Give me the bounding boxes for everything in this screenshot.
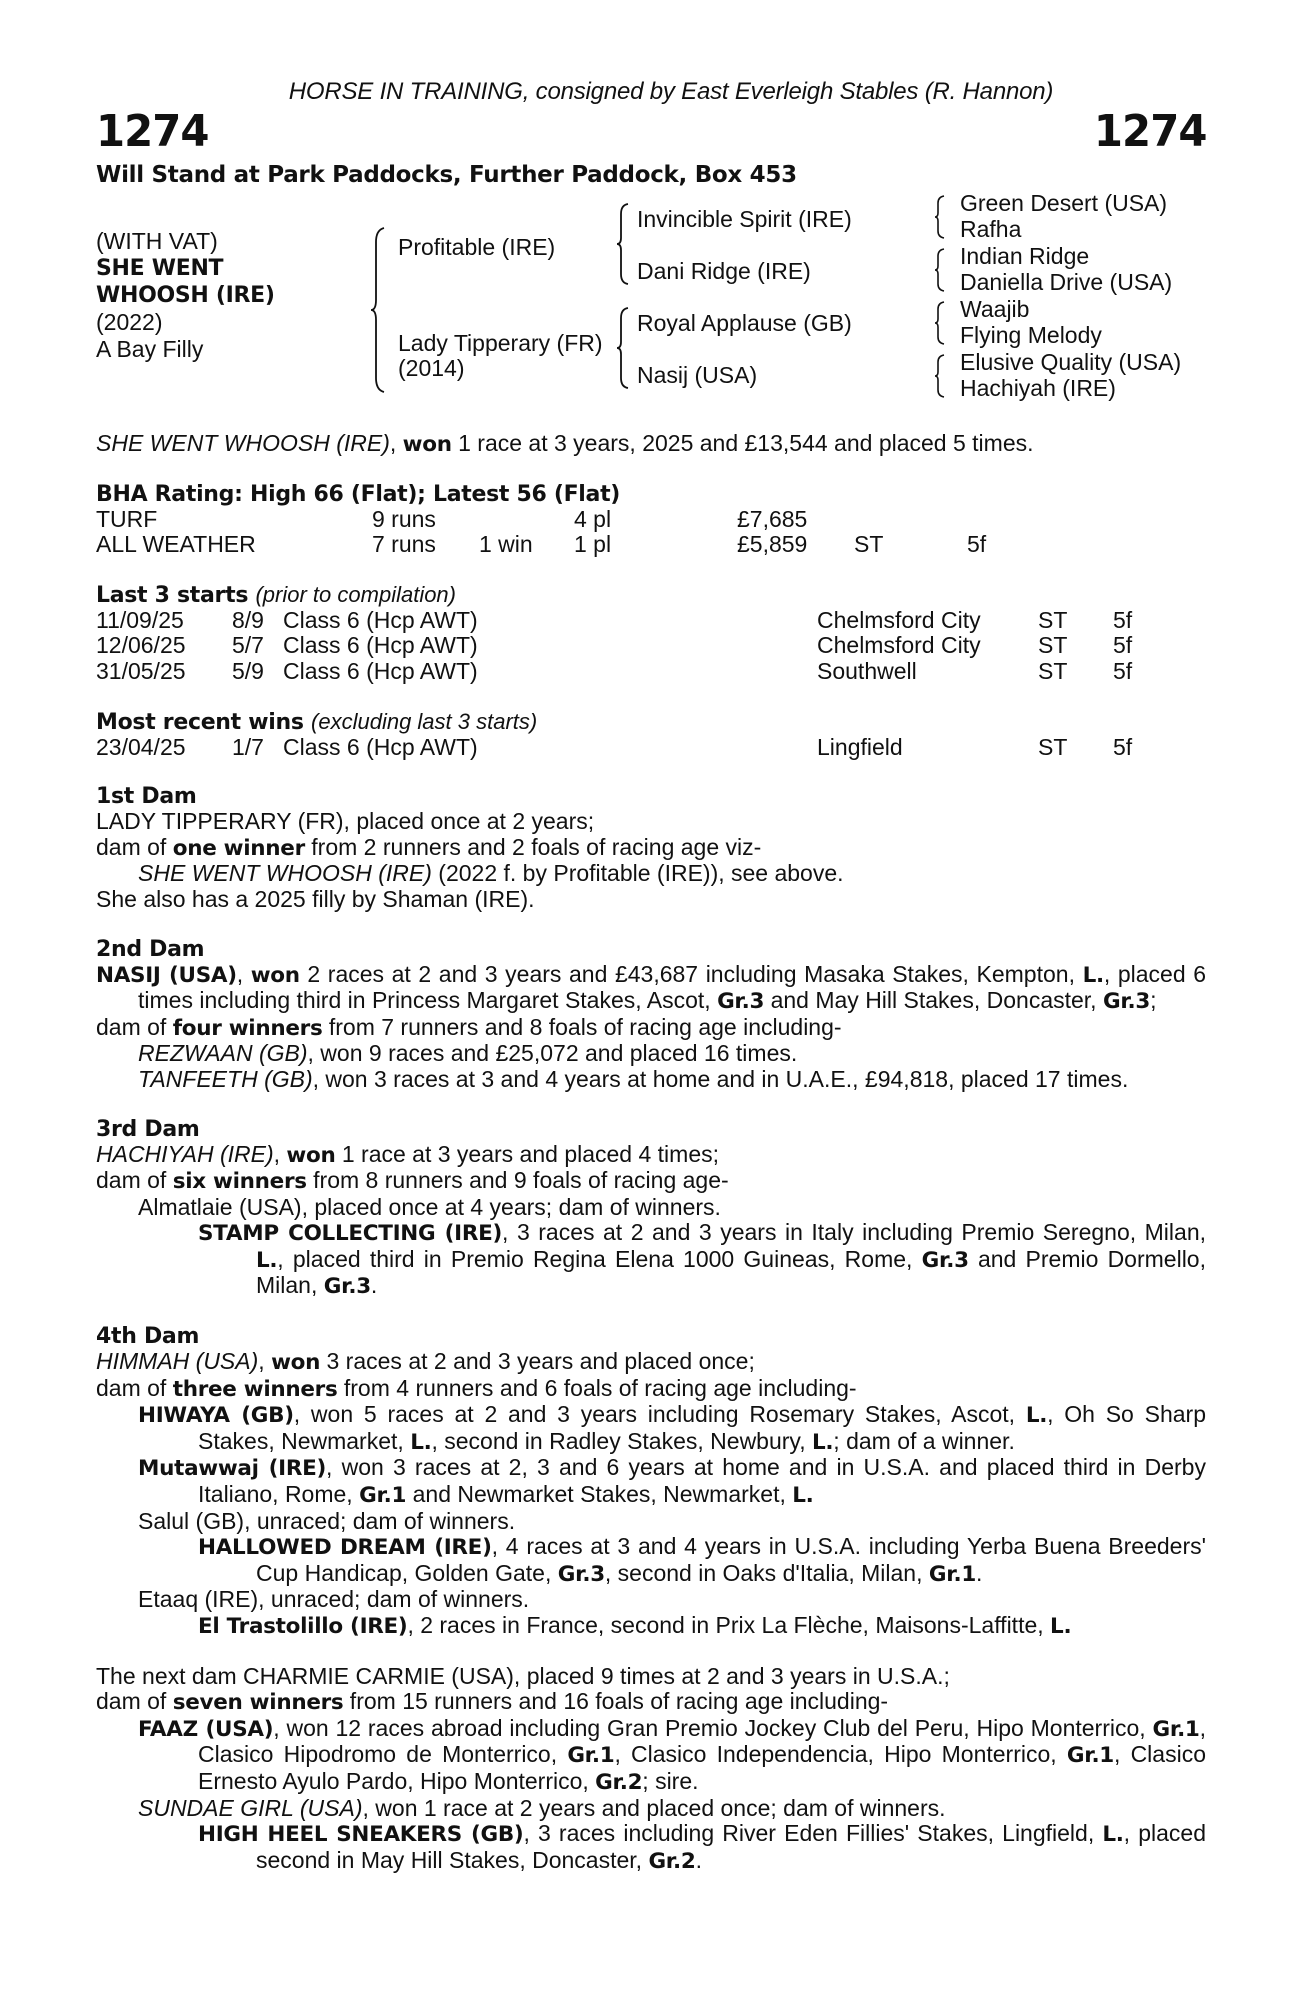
text: , placed third in Premio Regina Elena 1000 Guineas, Rome,: [277, 1245, 922, 1272]
third-dam-heading: 3rd Dam: [96, 1116, 200, 1142]
ss-sire-name: Green Desert (USA): [960, 190, 1168, 216]
produce-name: Mutawwaj (IRE): [138, 1456, 327, 1482]
winners-count: seven winners: [172, 1690, 344, 1716]
race: Class 6 (Hcp AWT): [283, 733, 478, 760]
recent-wins-heading: [96, 709, 1206, 735]
produce-name: HALLOWED DREAM (IRE): [198, 1535, 492, 1561]
produce-entry: [96, 1716, 1206, 1796]
produce-entry: [96, 1220, 1206, 1300]
horse-info: [96, 228, 275, 363]
produce-name: SUNDAE GIRL (USA): [138, 1794, 363, 1821]
sire-dam-name: Dani Ridge (IRE): [637, 258, 811, 284]
placed: 4 pl: [574, 505, 612, 532]
produce-entry: Etaaq (IRE), unraced; dam of winners.: [138, 1586, 530, 1613]
produce-entry: [96, 1613, 1206, 1640]
last-starts-section: [96, 582, 1206, 685]
group-label: Gr.1: [359, 1483, 407, 1509]
sd-sire-name: Indian Ridge: [960, 243, 1090, 269]
group-label: Gr.3: [557, 1561, 605, 1587]
group-label: Gr.2: [648, 1848, 696, 1874]
second-dam-section: [96, 937, 1206, 1093]
produce-name: HIWAYA (GB): [138, 1403, 294, 1429]
produce-name: REZWAAN (GB): [138, 1040, 308, 1067]
surface: TURF: [96, 505, 158, 532]
group-label: Gr.3: [717, 989, 765, 1015]
position: 5/9: [232, 657, 264, 684]
text: , 3 races at 2 and 3 years in Italy including Premio Seregno, Milan,: [502, 1219, 1206, 1246]
listed-label: L.: [792, 1483, 814, 1509]
vat-label: (WITH VAT): [96, 228, 218, 254]
text: , won 1 race at 2 years and placed once; dam of winners.: [362, 1794, 946, 1821]
text: dam of: [96, 1167, 173, 1194]
text: 3 races at 2 and 3 years and placed once;: [320, 1348, 755, 1375]
won-label: won: [271, 1350, 321, 1376]
produce-entry: [96, 1796, 1206, 1822]
rating-heading: BHA Rating: High 66 (Flat); Latest 56 (Flat): [96, 481, 621, 507]
group-label: Gr.1: [1152, 1716, 1200, 1742]
produce-name: El Trastolillo (IRE): [198, 1614, 408, 1639]
produce-name: TANFEETH (GB): [138, 1065, 313, 1092]
produce-entry: [96, 1067, 1206, 1093]
text: ,: [273, 1140, 287, 1167]
going: ST: [1038, 657, 1068, 684]
text: 1 race at 3 years and placed 4 times;: [335, 1140, 720, 1167]
brace-icon: [934, 194, 946, 240]
text: ;: [1150, 987, 1157, 1014]
date: 12/06/25: [96, 632, 186, 659]
text: ,: [236, 960, 251, 987]
group-label: Gr.1: [1066, 1743, 1114, 1769]
produce-entry: [96, 1821, 1206, 1874]
sd-dam-name: Daniella Drive (USA): [960, 269, 1173, 295]
summary-horse-name: SHE WENT WHOOSH (IRE): [96, 430, 390, 456]
won-label: won: [250, 962, 300, 988]
sire-sire-name: Invincible Spirit (IRE): [637, 206, 852, 232]
winners-count: four winners: [172, 1015, 323, 1041]
text: .: [976, 1559, 983, 1586]
next-dam-section: [96, 1664, 1206, 1875]
race-summary: [96, 431, 1206, 458]
dam-name: HACHIYAH (IRE): [96, 1140, 274, 1167]
text: and Newmarket Stakes, Newmarket,: [406, 1481, 793, 1508]
course: Chelmsford City: [817, 606, 981, 633]
position: 1/7: [232, 733, 264, 760]
race: Class 6 (Hcp AWT): [283, 606, 478, 633]
text: , second in Radley Stakes, Newbury,: [431, 1427, 813, 1454]
horse-name-line2: WHOOSH (IRE): [96, 283, 275, 308]
dam-year: (2014): [398, 355, 465, 381]
winners-count: six winners: [172, 1169, 307, 1195]
ds-sire-name: Waajib: [960, 296, 1030, 322]
pedigree-chart: [96, 190, 1206, 420]
sire-name: Profitable (IRE): [398, 234, 556, 260]
rating-row: [96, 532, 1206, 558]
dam-record: [96, 1349, 1206, 1376]
dam-name: NASIJ (USA): [96, 962, 237, 988]
dam-record: The next dam CHARMIE CARMIE (USA), placed 9 times at 2 and 3 years in U.S.A.;: [96, 1662, 950, 1689]
brace-icon: [616, 202, 630, 286]
subheading-text: (prior to compilation): [255, 581, 456, 607]
text: dam of: [96, 833, 173, 860]
prize: £5,859: [737, 531, 808, 558]
winners-count: three winners: [172, 1376, 338, 1402]
distance: 5f: [1113, 733, 1133, 760]
distance: 5f: [967, 531, 987, 558]
last-starts-heading: [96, 582, 1206, 608]
win-row: [96, 735, 1206, 761]
race: Class 6 (Hcp AWT): [283, 632, 478, 659]
dam-line: LADY TIPPERARY (FR), placed once at 2 years;: [96, 808, 595, 835]
dd-sire-name: Elusive Quality (USA): [960, 349, 1182, 375]
course: Lingfield: [817, 733, 903, 760]
brace-icon: [934, 247, 946, 293]
start-row: [96, 608, 1206, 634]
going: ST: [854, 531, 884, 558]
text: from 2 runners and 2 foals of racing age viz-: [304, 833, 762, 860]
text: ,: [389, 430, 403, 456]
winners-count: one winner: [172, 835, 305, 861]
runs: 7 runs: [372, 531, 436, 558]
fourth-dam-heading: 4th Dam: [96, 1324, 200, 1350]
dam-sire-name: Royal Applause (GB): [637, 310, 852, 336]
text: , second in Oaks d'Italia, Milan,: [604, 1559, 929, 1586]
course: Chelmsford City: [817, 632, 981, 659]
won-label: won: [286, 1142, 336, 1168]
wins: 1 win: [479, 531, 533, 558]
horse-year: (2022): [96, 309, 163, 335]
stand-location: Will Stand at Park Paddocks, Further Paddock, Box 453: [96, 162, 797, 188]
prize: £7,685: [737, 505, 808, 532]
recent-wins-section: [96, 709, 1206, 761]
produce-name: HIGH HEEL SNEAKERS (GB): [198, 1822, 524, 1848]
listed-label: L.: [812, 1429, 834, 1455]
text: , Clasico Hipodromo de Monterrico,: [198, 1714, 1206, 1768]
date: 23/04/25: [96, 733, 186, 760]
position: 5/7: [232, 632, 264, 659]
text: , 3 races including River Eden Fillies' Stakes, Lingfield,: [523, 1820, 1103, 1847]
course: Southwell: [817, 657, 917, 684]
group-label: Gr.1: [567, 1743, 615, 1769]
brace-icon: [934, 300, 946, 346]
text: ,: [258, 1348, 272, 1375]
rating-row: [96, 507, 1206, 533]
brace-icon: [616, 306, 630, 390]
text: , won 12 races abroad including Gran Premio Jockey Club del Peru, Hipo Monterrico,: [273, 1714, 1153, 1741]
text: , placed 6 times including third in Princess Margaret Stakes, Ascot,: [138, 960, 1206, 1014]
text: .: [695, 1846, 702, 1873]
date: 11/09/25: [96, 606, 184, 633]
dam-produce-line: [96, 1689, 1206, 1716]
listed-label: L.: [410, 1429, 432, 1455]
going: ST: [1038, 606, 1068, 633]
produce-entry: [96, 1534, 1206, 1587]
text: , 4 races at 3 and 4 years in U.S.A. including Yerba Buena Breeders' Cup Handicap, Golden Gate,: [256, 1533, 1207, 1586]
horse-name-line1: SHE WENT: [96, 256, 224, 281]
text: .: [370, 1272, 378, 1299]
listed-label: L.: [1102, 1822, 1124, 1848]
lot-number-left: 1274: [96, 106, 209, 157]
second-dam-heading: 2nd Dam: [96, 936, 205, 962]
placed: 1 pl: [574, 531, 612, 558]
text: from 15 runners and 16 foals of racing age including-: [343, 1688, 889, 1715]
dam-produce-line: [96, 1376, 1206, 1403]
text: , Clasico Independencia, Hipo Monterrico,: [614, 1741, 1067, 1768]
listed-label: L.: [1050, 1614, 1072, 1639]
start-row: [96, 659, 1206, 685]
heading-text: Most recent wins: [96, 709, 304, 735]
listed-label: L.: [1082, 962, 1104, 988]
distance: 5f: [1113, 657, 1133, 684]
text: , won 5 races at 2 and 3 years including Rosemary Stakes, Ascot,: [293, 1401, 1026, 1428]
text: from 4 runners and 6 foals of racing age including-: [337, 1374, 857, 1401]
brace-icon: [370, 226, 386, 394]
distance: 5f: [1113, 632, 1133, 659]
lot-number-row: [96, 108, 1206, 156]
ds-dam-name: Flying Melody: [960, 322, 1102, 348]
produce-name: STAMP COLLECTING (IRE): [198, 1221, 503, 1247]
produce-entry: [96, 861, 1206, 887]
third-dam-section: [96, 1117, 1206, 1301]
text: from 8 runners and 9 foals of racing age-: [306, 1167, 729, 1194]
horse-description: A Bay Filly: [96, 336, 204, 362]
date: 31/05/25: [96, 657, 186, 684]
group-label: Gr.2: [595, 1769, 643, 1795]
position: 8/9: [232, 606, 264, 633]
text: 2 races at 2 and 3 years and £43,687 including Masaka Stakes, Kempton,: [299, 960, 1083, 987]
dam-record: [96, 962, 1206, 1015]
produce-entry: [96, 1041, 1206, 1067]
going: ST: [1038, 632, 1068, 659]
lot-number-right: 1274: [1093, 106, 1206, 157]
produce-entry: [96, 1455, 1206, 1508]
surface: ALL WEATHER: [96, 531, 256, 558]
text: dam of: [96, 1374, 173, 1401]
dam-produce-line: [96, 1015, 1206, 1042]
start-row: [96, 633, 1206, 659]
text: , Oh So Sharp Stakes, Newmarket,: [198, 1401, 1207, 1454]
distance: 5f: [1113, 606, 1133, 633]
dam-dam-name: Nasij (USA): [637, 362, 758, 388]
listed-label: L.: [1025, 1403, 1048, 1429]
text: dam of: [96, 1688, 173, 1715]
first-dam-section: [96, 784, 1206, 912]
dam-name: HIMMAH (USA): [96, 1348, 259, 1375]
text: dam of: [96, 1013, 173, 1040]
dam-name: Lady Tipperary (FR): [398, 330, 603, 356]
summary-text: 1 race at 3 years, 2025 and £13,544 and placed 5 times.: [451, 430, 1034, 456]
race: Class 6 (Hcp AWT): [283, 657, 478, 684]
text: from 7 runners and 8 foals of racing age including-: [322, 1013, 842, 1040]
brace-icon: [934, 353, 946, 399]
group-label: Gr.3: [1102, 989, 1151, 1015]
dam-produce-line: [96, 1168, 1206, 1195]
produce-name: FAAZ (USA): [138, 1716, 274, 1742]
text: ; sire.: [642, 1767, 699, 1794]
dd-dam-name: Hachiyah (IRE): [960, 375, 1116, 401]
rating-section: [96, 482, 1206, 558]
text: , won 3 races at 2, 3 and 6 years at home and in U.S.A. and placed third in Derby Italiano, Rome,: [198, 1454, 1206, 1508]
text: (2022 f. by Profitable (IRE)), see above.: [431, 860, 844, 887]
text: , placed second in May Hill Stakes, Doncaster,: [256, 1820, 1206, 1873]
text: , won 3 races at 3 and 4 years at home and in U.A.E., £94,818, placed 17 times.: [312, 1065, 1129, 1092]
consignment-line: HORSE IN TRAINING, consigned by East Everleigh Stables (R. Hannon): [288, 78, 1054, 105]
runs: 9 runs: [372, 505, 436, 532]
won-label: won: [402, 432, 452, 457]
fourth-dam-section: [96, 1324, 1206, 1640]
group-label: Gr.3: [921, 1247, 969, 1273]
subheading-text: (excluding last 3 starts): [311, 708, 538, 734]
group-label: Gr.1: [928, 1561, 976, 1587]
text: , Clasico Ernesto Ayulo Pardo, Hipo Monterrico,: [198, 1741, 1206, 1794]
produce-name: SHE WENT WHOOSH (IRE): [138, 860, 432, 887]
dam-note: She also has a 2025 filly by Shaman (IRE).: [96, 885, 535, 912]
going: ST: [1038, 733, 1068, 760]
produce-entry: Salul (GB), unraced; dam of winners.: [138, 1507, 516, 1534]
produce-entry: Almatlaie (USA), placed once at 4 years; dam of winners.: [138, 1193, 721, 1220]
text: , 2 races in France, second in Prix La Flèche, Maisons-Laffitte,: [407, 1612, 1051, 1638]
dam-record: [96, 1142, 1206, 1169]
produce-entry: [96, 1402, 1206, 1455]
listed-label: L.: [256, 1247, 278, 1273]
catalogue-page: [96, 78, 1206, 1874]
heading-text: Last 3 starts: [96, 582, 249, 608]
ss-dam-name: Rafha: [960, 216, 1022, 242]
first-dam-heading: 1st Dam: [96, 784, 197, 810]
dam-produce-line: [96, 835, 1206, 862]
text: , won 9 races and £25,072 and placed 16 times.: [307, 1040, 798, 1067]
text: ; dam of a winner.: [833, 1427, 1015, 1454]
text: and Premio Dormello, Milan,: [256, 1245, 1206, 1299]
text: and May Hill Stakes, Doncaster,: [764, 987, 1103, 1014]
group-label: Gr.3: [323, 1274, 371, 1300]
